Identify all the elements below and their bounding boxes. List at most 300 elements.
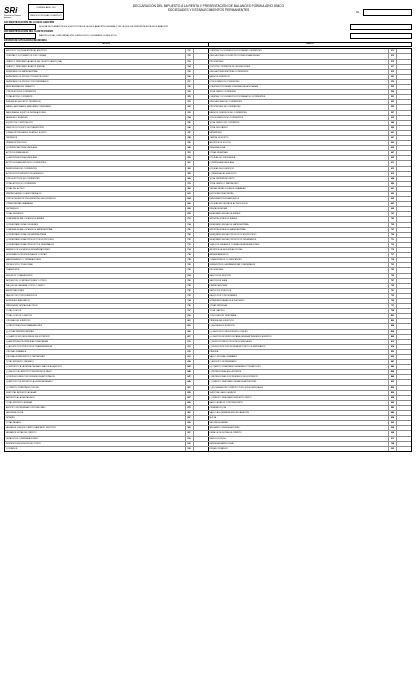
line-label: MERCADERÍAS EN TRÁNSITO [6, 86, 35, 89]
form-line [5, 126, 208, 130]
form-line [5, 80, 208, 84]
line-code: 724 [185, 274, 193, 278]
line-code: 715 [388, 248, 396, 252]
line-label: RENTAS EXENTAS [209, 208, 228, 211]
line-label: VENTAS NETAS LOCALES GRAVADAS [209, 187, 246, 190]
line-code: 879 [185, 406, 193, 410]
line-value-input[interactable] [193, 340, 208, 344]
form-line [208, 65, 412, 69]
line-value-input[interactable] [396, 172, 411, 176]
line-value-input[interactable] [193, 386, 208, 390]
line-value-input[interactable] [396, 258, 411, 262]
line-label: VEHÍCULOS, EQUIPO DE TRANSPORTE [6, 126, 44, 129]
line-code: 523 [388, 80, 396, 84]
line-value-input[interactable] [396, 95, 411, 99]
line-value-input[interactable] [193, 299, 208, 303]
line-label: PASIVOS DIFERIDOS [209, 75, 230, 78]
line-value-input[interactable] [396, 375, 411, 379]
form-line [5, 95, 208, 99]
line-value-input[interactable] [193, 294, 208, 298]
form-line [208, 396, 412, 400]
line-value-input[interactable] [396, 335, 411, 339]
form-line [208, 248, 412, 252]
line-value-input[interactable] [396, 70, 411, 74]
line-value-input[interactable] [193, 85, 208, 89]
line-value-input[interactable] [193, 416, 208, 420]
form-line [5, 243, 208, 247]
form-line [5, 370, 208, 374]
line-value-input[interactable] [193, 197, 208, 201]
form-line [5, 111, 208, 115]
form-line [5, 100, 208, 104]
line-value-input[interactable] [193, 319, 208, 323]
line-code: 845 [185, 370, 193, 374]
line-value-input[interactable] [193, 192, 208, 196]
form-line [208, 386, 412, 390]
line-label: SUELDOS, SALARIOS Y DEMÁS REMUNERACIONES [209, 243, 260, 246]
form-line [5, 401, 208, 405]
line-value-input[interactable] [396, 391, 411, 395]
line-value-input[interactable] [193, 111, 208, 115]
form-line [5, 238, 208, 242]
line-value-input[interactable] [193, 289, 208, 293]
line-value-input[interactable] [193, 324, 208, 328]
form-line [5, 146, 208, 150]
form-line [208, 330, 412, 334]
line-value-input[interactable] [193, 238, 208, 242]
line-value-input[interactable] [193, 421, 208, 425]
line-value-input[interactable] [396, 151, 411, 155]
form-line [5, 202, 208, 206]
line-value-input[interactable] [396, 54, 411, 58]
line-value-input[interactable] [396, 197, 411, 201]
line-code: 807 [185, 335, 193, 339]
line-label: COMPRAS NETAS LOCALES DE MATERIA PRIMA [6, 228, 53, 231]
line-value-input[interactable] [193, 80, 208, 84]
line-code: 334 [185, 116, 193, 120]
line-value-input[interactable] [193, 391, 208, 395]
line-value-input[interactable] [396, 416, 411, 420]
line-code: 549 [388, 121, 396, 125]
line-value-input[interactable] [193, 304, 208, 308]
line-value-input[interactable] [193, 335, 208, 339]
line-value-input[interactable] [193, 401, 208, 405]
line-value-input[interactable] [396, 279, 411, 283]
form-line [208, 426, 412, 430]
line-value-input[interactable] [193, 70, 208, 74]
line-value-input[interactable] [396, 294, 411, 298]
line-code: 908 [388, 431, 396, 435]
line-value-input[interactable] [396, 126, 411, 130]
line-value-input[interactable] [193, 187, 208, 191]
line-value-input[interactable] [396, 340, 411, 344]
line-code: 859 [185, 401, 193, 405]
line-code: 708 [185, 233, 193, 237]
line-value-input[interactable] [193, 345, 208, 349]
line-value-input[interactable] [396, 350, 411, 354]
line-value-input[interactable] [193, 126, 208, 130]
line-value-input[interactable] [396, 60, 411, 64]
line-value-input[interactable] [396, 212, 411, 216]
line-value-input[interactable] [396, 330, 411, 334]
form-line [208, 284, 412, 288]
line-code: 359 [185, 156, 193, 160]
line-value-input[interactable] [193, 95, 208, 99]
line-value-input[interactable] [193, 100, 208, 104]
line-label: HONORARIOS PROFESIONALES Y DIETAS [6, 254, 47, 257]
line-value-input[interactable] [193, 380, 208, 384]
line-value-input[interactable] [396, 85, 411, 89]
form-line [5, 54, 208, 58]
line-value-input[interactable] [396, 105, 411, 109]
form-line [208, 197, 412, 201]
line-value-input[interactable] [396, 207, 411, 211]
line-value-input[interactable] [193, 360, 208, 364]
line-value-input[interactable] [193, 248, 208, 252]
line-value-input[interactable] [396, 442, 411, 446]
form-line [5, 172, 208, 176]
line-code: 361 [185, 161, 193, 165]
line-label: PROVISIONES NO CORRIENTES [209, 106, 241, 109]
line-value-input[interactable] [396, 319, 411, 323]
form-line [5, 426, 208, 430]
line-value-input[interactable] [193, 105, 208, 109]
line-value-input[interactable] [193, 243, 208, 247]
line-value-input[interactable] [396, 100, 411, 104]
form-line [208, 279, 412, 283]
line-label: APORTE A LA SEGURIDAD SOCIAL [209, 249, 243, 252]
line-value-input[interactable] [396, 223, 411, 227]
line-value-input[interactable] [193, 309, 208, 313]
line-value-input[interactable] [193, 284, 208, 288]
line-value-input[interactable] [193, 161, 208, 165]
line-value-input[interactable] [396, 141, 411, 145]
line-value-input[interactable] [396, 49, 411, 53]
form-line [5, 304, 208, 308]
line-value-input[interactable] [396, 248, 411, 252]
line-value-input[interactable] [193, 146, 208, 150]
line-value-input[interactable] [396, 268, 411, 272]
line-value-input[interactable] [396, 289, 411, 293]
line-value-input[interactable] [193, 141, 208, 145]
form-line [5, 65, 208, 69]
line-value-input[interactable] [193, 151, 208, 155]
line-label: OTROS ACTIVOS NO CORRIENTES [6, 177, 40, 180]
line-value-input[interactable] [396, 411, 411, 415]
line-label: OTROS ACTIVOS CORRIENTES [6, 91, 37, 94]
line-label: CUENTAS Y DOCUMENTOS POR PAGAR NO CORRIENTES [209, 96, 266, 99]
line-label: COMBUSTIBLES Y LUBRICANTES [209, 259, 242, 262]
year-field[interactable] [4, 24, 36, 30]
form-line [5, 437, 208, 441]
line-value-input[interactable] [396, 396, 411, 400]
line-value-input[interactable] [193, 121, 208, 125]
line-code: 525 [388, 85, 396, 89]
form-line [5, 294, 208, 298]
line-code: 728 [185, 284, 193, 288]
form-number-field[interactable] [353, 4, 412, 20]
line-label: TOTAL DEL PASIVO [209, 126, 228, 129]
line-code: 200 [388, 447, 396, 451]
form-line [5, 182, 208, 186]
line-value-input[interactable] [396, 111, 411, 115]
line-value-input[interactable] [396, 90, 411, 94]
line-label: (-) CRÉDITO TRIBUTARIO DE AÑOS ANTERIORES [209, 381, 257, 384]
line-value-input[interactable] [396, 121, 411, 125]
line-value-input[interactable] [396, 167, 411, 171]
line-value-input[interactable] [396, 421, 411, 425]
form-line [5, 131, 208, 135]
line-label: REPRESENTANTE LEGAL [209, 442, 234, 445]
form-line [5, 442, 208, 446]
line-value-input[interactable] [193, 228, 208, 232]
line-value-input[interactable] [396, 380, 411, 384]
line-value-input[interactable] [193, 65, 208, 69]
line-label: CUENTAS Y DOCUMENTOS POR PAGAR CORRIENTES [209, 50, 262, 53]
line-code: 727 [388, 279, 396, 283]
line-value-input[interactable] [396, 263, 411, 267]
line-label: PAGOS POR OTROS BIENES [209, 294, 237, 297]
line-value-input[interactable] [396, 187, 411, 191]
line-value-input[interactable] [396, 370, 411, 374]
form-line [208, 380, 412, 384]
line-code: 719 [388, 258, 396, 262]
line-value-input[interactable] [193, 426, 208, 430]
line-code: 812 [388, 340, 396, 344]
tax-declaration-form [4, 4, 412, 672]
line-label: TOTAL PASIVO CORRIENTE [209, 91, 236, 94]
line-value-input[interactable] [193, 75, 208, 79]
line-value-input[interactable] [396, 243, 411, 247]
line-value-input[interactable] [396, 253, 411, 257]
line-value-input[interactable] [193, 350, 208, 354]
line-code: 858 [388, 396, 396, 400]
line-value-input[interactable] [193, 253, 208, 257]
line-value-input[interactable] [193, 172, 208, 176]
form-line [208, 437, 412, 441]
line-code: 339 [185, 141, 193, 145]
line-code: 611 [388, 161, 396, 165]
line-value-input[interactable] [396, 309, 411, 313]
line-value-input[interactable] [193, 177, 208, 181]
line-value-input[interactable] [396, 80, 411, 84]
line-code: 515 [388, 60, 396, 64]
line-code: 720 [185, 263, 193, 267]
line-label: IMPORTACIONES DE MATERIA PRIMA [209, 228, 246, 231]
line-label: (-) RETENCIONES POR DIVIDENDOS ANTICIPADOS [6, 376, 55, 379]
line-code: 517 [388, 65, 396, 69]
line-label: PROMOCIÓN Y PUBLICIDAD [6, 264, 33, 267]
line-value-input[interactable] [396, 192, 411, 196]
line-value-input[interactable] [193, 431, 208, 435]
line-value-input[interactable] [396, 365, 411, 369]
line-code: 808 [388, 335, 396, 339]
line-code: 811 [185, 340, 193, 344]
line-label: RENDIMIENTOS FINANCIEROS [209, 198, 240, 201]
form-number-input[interactable] [363, 9, 412, 16]
line-code: 313 [185, 60, 193, 64]
line-value-input[interactable] [396, 284, 411, 288]
line-value-input[interactable] [193, 406, 208, 410]
line-value-input[interactable] [193, 202, 208, 206]
line-value-input[interactable] [193, 396, 208, 400]
line-value-input[interactable] [193, 156, 208, 160]
line-value-input[interactable] [396, 431, 411, 435]
line-value-input[interactable] [193, 442, 208, 446]
line-label: UTILIDAD DEL EJERCICIO [6, 320, 31, 323]
line-label: OTRAS PROPIEDADES, PLANTA Y EQUIPO [6, 131, 47, 134]
form-line [208, 274, 412, 278]
line-label: IVA QUE SE CARGA AL COSTO O GASTO [6, 284, 45, 287]
line-code: 843 [388, 365, 396, 369]
line-value-input[interactable] [396, 406, 411, 410]
line-value-input[interactable] [193, 90, 208, 94]
line-value-input[interactable] [396, 274, 411, 278]
line-value-input[interactable] [396, 146, 411, 150]
line-value-input[interactable] [396, 156, 411, 160]
line-label: PÉRDIDA DEL EJERCICIO [209, 320, 234, 323]
line-code: 337 [185, 131, 193, 135]
line-code: 910 [185, 437, 193, 441]
line-value-input[interactable] [193, 437, 208, 441]
ruc-field[interactable] [4, 33, 36, 39]
line-value-input[interactable] [396, 299, 411, 303]
line-value-input[interactable] [396, 355, 411, 359]
line-label: SUBTOTAL IMPUESTO A PAGAR [6, 391, 37, 394]
line-label: BENEFICIOS SOCIALES E INDEMNIZACIONES [6, 249, 50, 252]
line-code: 803 [185, 324, 193, 328]
form-line [208, 121, 412, 125]
line-value-input[interactable] [193, 212, 208, 216]
sri-logo-subtext: Servicio de Rentas Internas [4, 14, 21, 19]
line-value-input[interactable] [396, 75, 411, 79]
line-label: (+) AJUSTE POR PRECIOS DE TRANSFERENCIA [6, 345, 52, 348]
form-line [208, 95, 412, 99]
line-value-input[interactable] [396, 360, 411, 364]
line-value-input[interactable] [193, 182, 208, 186]
line-label: VALORES A PAGAR [209, 422, 228, 425]
line-value-input[interactable] [396, 228, 411, 232]
line-label: INTERESES PAGADOS A TERCEROS [209, 299, 245, 302]
line-value-input[interactable] [396, 314, 411, 318]
line-value-input[interactable] [396, 161, 411, 165]
line-label: OTRAS RESERVAS [209, 152, 228, 155]
line-value-input[interactable] [193, 54, 208, 58]
line-value-input[interactable] [396, 447, 411, 451]
line-value-input[interactable] [193, 60, 208, 64]
line-value-input[interactable] [193, 314, 208, 318]
line-value-input[interactable] [396, 65, 411, 69]
original-form-field[interactable] [350, 24, 412, 30]
line-value-input[interactable] [193, 279, 208, 283]
line-value-input[interactable] [193, 131, 208, 135]
line-value-input[interactable] [396, 202, 411, 206]
line-value-input[interactable] [193, 370, 208, 374]
form-line [5, 391, 208, 395]
line-code: 847 [185, 375, 193, 379]
line-value-input[interactable] [193, 167, 208, 171]
form-line [208, 75, 412, 79]
form-line [208, 85, 412, 89]
line-label: CUENTAS Y DOCUMENTOS POR COBRAR [6, 55, 47, 58]
line-value-input[interactable] [396, 345, 411, 349]
line-label: MEDIANTE COMPENSACIONES [209, 427, 240, 430]
form-resolution: RESOLUCIÓN NAC-DGERCGC [29, 12, 63, 20]
line-value-input[interactable] [193, 268, 208, 272]
line-value-input[interactable] [193, 223, 208, 227]
line-value-input[interactable] [193, 116, 208, 120]
line-value-input[interactable] [396, 304, 411, 308]
line-value-input[interactable] [396, 131, 411, 135]
line-value-input[interactable] [396, 437, 411, 441]
line-label: PAGOS POR OTROS SERVICIOS [6, 294, 37, 297]
line-value-input[interactable] [396, 238, 411, 242]
line-value-input[interactable] [396, 217, 411, 221]
line-label: DEPRECIACIONES [209, 284, 228, 287]
line-value-input[interactable] [193, 263, 208, 267]
line-value-input[interactable] [396, 233, 411, 237]
line-value-input[interactable] [396, 177, 411, 181]
line-code: 521 [388, 75, 396, 79]
line-label: (-) INVENTARIO FINAL PRODUCTOS EN PROCESO [6, 238, 54, 241]
line-value-input[interactable] [193, 375, 208, 379]
line-value-input[interactable] [193, 233, 208, 237]
line-label: INVENTARIO DE PRODUCTOS TERMINADOS [6, 80, 49, 83]
line-value-input[interactable] [193, 365, 208, 369]
line-value-input[interactable] [193, 217, 208, 221]
line-code: 711 [388, 238, 396, 242]
line-label: PORCIÓN CORRIENTE DE OBLIGACIONES [209, 65, 251, 68]
line-value-input[interactable] [396, 386, 411, 390]
line-value-input[interactable] [396, 182, 411, 186]
line-value-input[interactable] [193, 447, 208, 451]
line-value-input[interactable] [193, 136, 208, 140]
line-code: 615 [388, 172, 396, 176]
line-code: 607 [388, 202, 396, 206]
line-code: 331 [185, 100, 193, 104]
line-value-input[interactable] [396, 401, 411, 405]
line-code: 537 [388, 111, 396, 115]
form-line [208, 187, 412, 191]
line-value-input[interactable] [396, 136, 411, 140]
razon-social-field[interactable] [350, 33, 412, 39]
line-label: (-) DEDUCCIONES POR LEYES ESPECIALES [209, 340, 252, 343]
line-code: 898 [388, 416, 396, 420]
line-label: ANTICIPO DETERMINADO PRÓXIMO AÑO [6, 406, 46, 409]
line-value-input[interactable] [396, 426, 411, 430]
line-value-input[interactable] [193, 411, 208, 415]
line-value-input[interactable] [193, 330, 208, 334]
form-line [208, 238, 412, 242]
line-code: 850 [388, 380, 396, 384]
line-value-input[interactable] [396, 116, 411, 120]
line-label: ACTIVOS FINANCIEROS NO CORRIENTES [6, 162, 47, 165]
form-line [5, 197, 208, 201]
form-line [208, 243, 412, 247]
form-line [208, 172, 412, 176]
line-label: COMPRAS NETAS LOCALES DE BIENES [6, 218, 45, 221]
line-value-input[interactable] [193, 207, 208, 211]
line-value-input[interactable] [193, 355, 208, 359]
form-line [208, 228, 412, 232]
line-value-input[interactable] [396, 324, 411, 328]
line-label: TOTAL PAGADO [6, 422, 22, 425]
line-label: MUEBLES Y ENSERES [6, 116, 28, 119]
line-value-input[interactable] [193, 49, 208, 53]
line-value-input[interactable] [193, 258, 208, 262]
line-value-input[interactable] [193, 274, 208, 278]
form-line [208, 350, 412, 354]
